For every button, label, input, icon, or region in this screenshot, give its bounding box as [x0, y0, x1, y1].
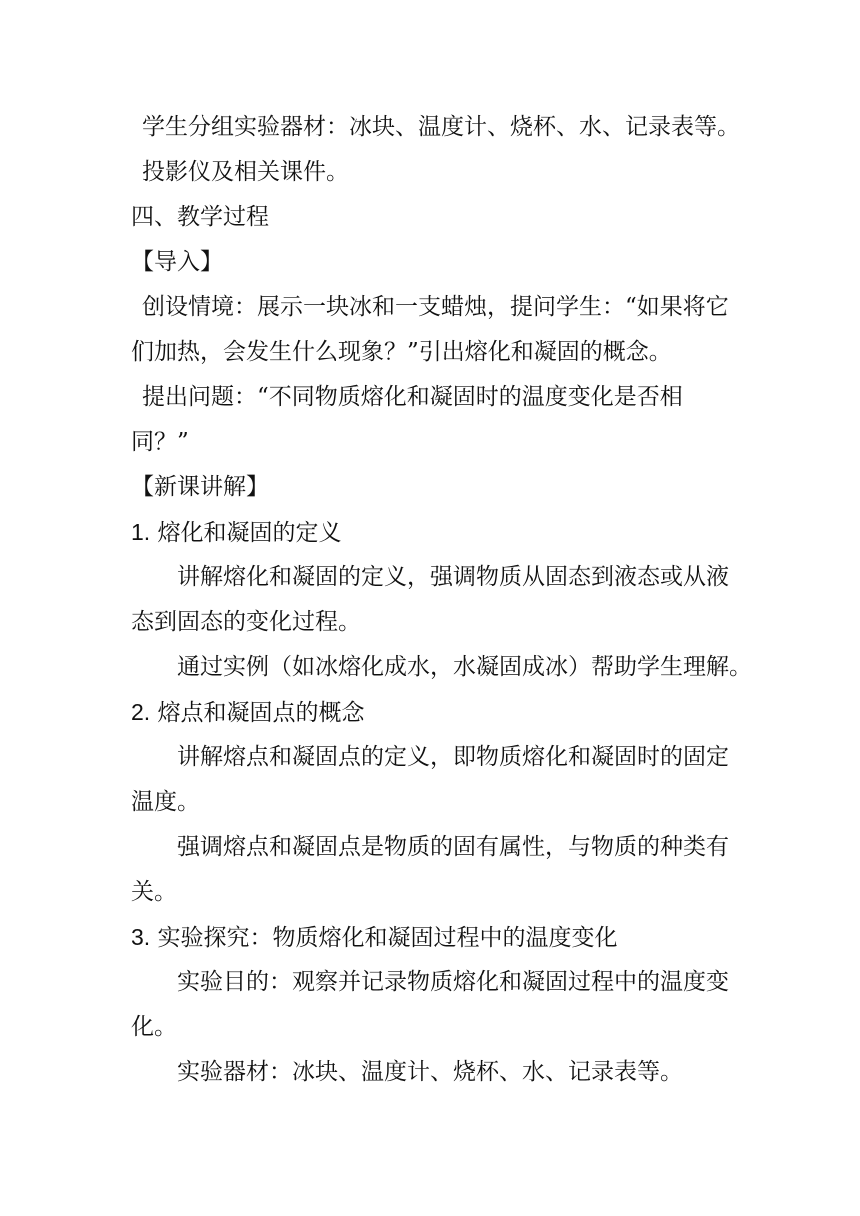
- subheading-introduction: 【导入】: [131, 249, 223, 275]
- experiment-materials-paragraph: 实验器材：冰块、温度计、烧杯、水、记录表等。: [177, 1059, 683, 1085]
- experiment-goal-line-2: 化。: [131, 1014, 177, 1040]
- heading-melting-solidifying-definition: [131, 517, 731, 548]
- materials-paragraph: 学生分组实验器材：冰块、温度计、烧杯、水、记录表等。: [142, 114, 740, 140]
- question-paragraph-line-1: 提出问题：“不同物质熔化和凝固时的温度变化是否相: [142, 384, 683, 410]
- experiment-goal-line-1: 实验目的：观察并记录物质熔化和凝固过程中的温度变: [177, 969, 729, 995]
- point-definition-line-1: 讲解熔点和凝固点的定义，即物质熔化和凝固时的固定: [177, 744, 729, 770]
- projector-paragraph: 投影仪及相关课件。: [142, 159, 349, 185]
- point-definition-line-2: 温度。: [131, 789, 200, 815]
- heading-number: 3.: [131, 924, 151, 950]
- heading-number: 1.: [131, 519, 151, 545]
- heading-experiment: [131, 922, 731, 953]
- scenario-paragraph-line-1: 创设情境：展示一块冰和一支蜡烛，提问学生：“如果将它: [142, 294, 729, 320]
- heading-text: 熔点和凝固点的概念: [157, 700, 365, 726]
- example-paragraph: 通过实例（如冰熔化成水，水凝固成冰）帮助学生理解。: [177, 654, 752, 680]
- property-paragraph-line-1: 强调熔点和凝固点是物质的固有属性，与物质的种类有: [177, 834, 729, 860]
- heading-text: 实验探究：物质熔化和凝固过程中的温度变化: [157, 925, 618, 951]
- heading-number: 2.: [131, 699, 151, 725]
- scenario-paragraph-line-2: 们加热，会发生什么现象？”引出熔化和凝固的概念。: [131, 339, 672, 365]
- section-heading-teaching-process: 四、教学过程: [131, 204, 269, 230]
- definition-paragraph-line-1: 讲解熔化和凝固的定义，强调物质从固态到液态或从液: [177, 564, 729, 590]
- question-paragraph-line-2: 同？”: [131, 429, 189, 455]
- definition-paragraph-line-2: 态到固态的变化过程。: [131, 609, 361, 635]
- heading-melting-freezing-point: [131, 697, 731, 728]
- subheading-new-lesson: 【新课讲解】: [131, 474, 269, 500]
- property-paragraph-line-2: 关。: [131, 879, 177, 905]
- heading-text: 熔化和凝固的定义: [157, 520, 342, 546]
